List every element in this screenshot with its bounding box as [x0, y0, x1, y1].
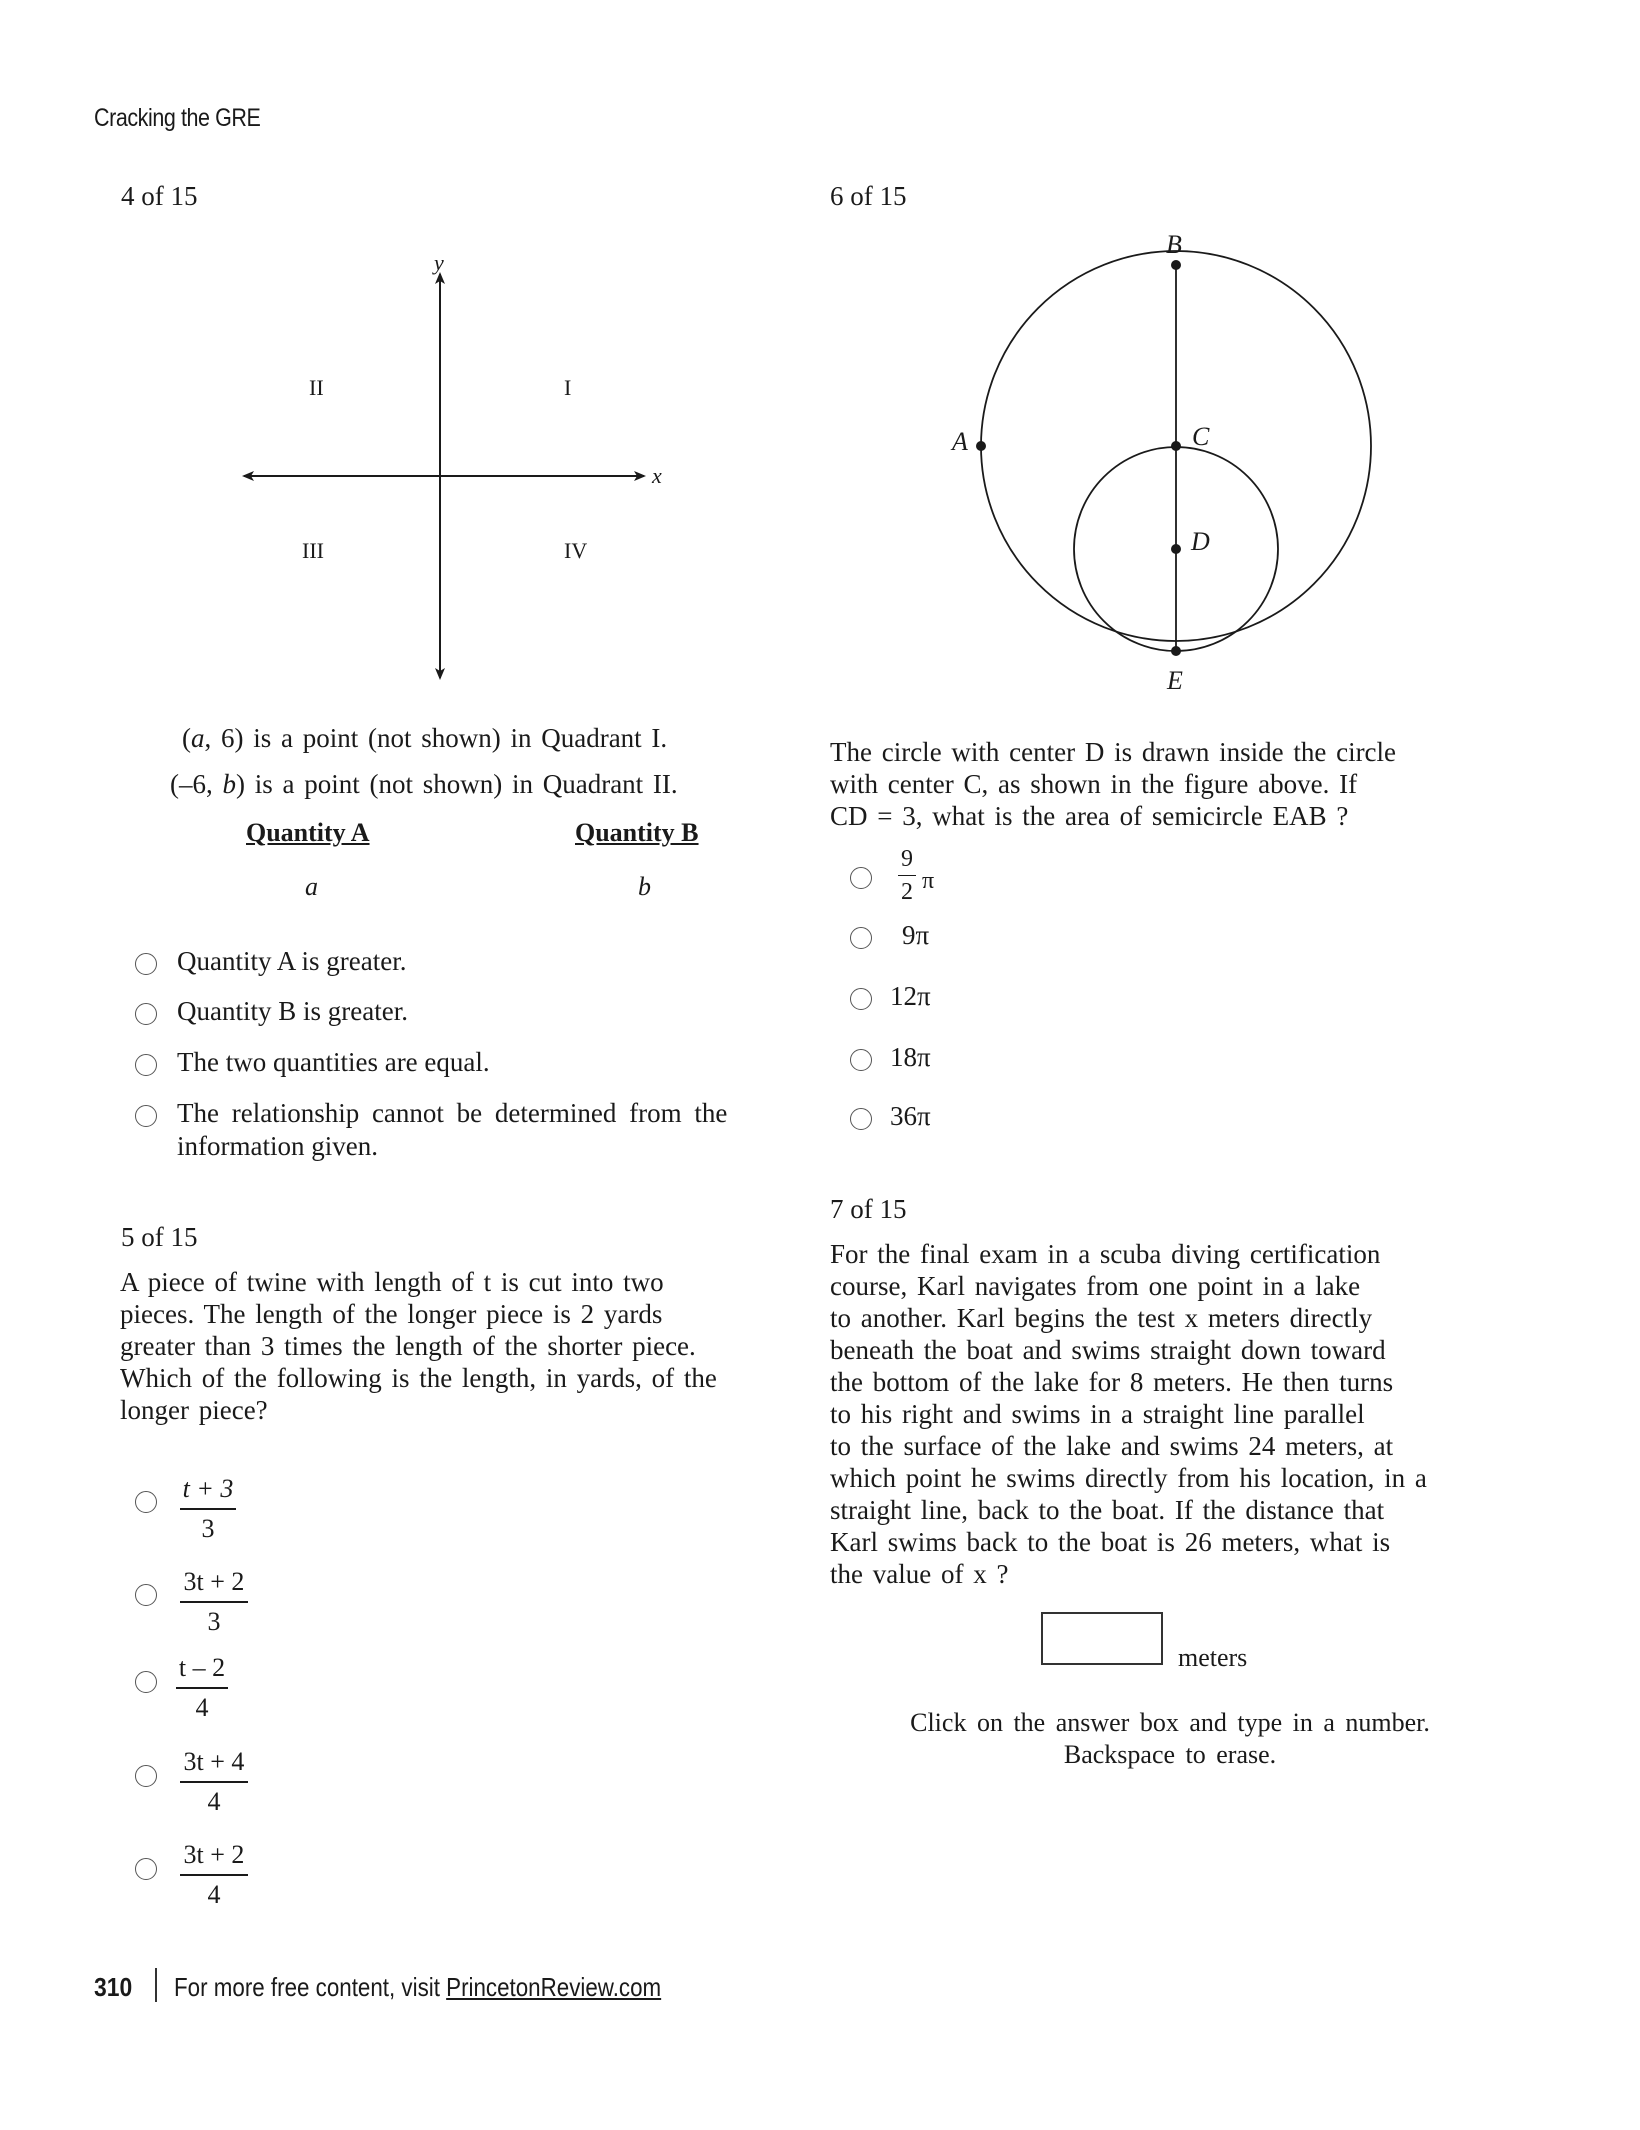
stem-line: the bottom of the lake for 8 meters. He then turns [830, 1367, 1394, 1397]
y-axis-label: y [434, 250, 444, 275]
quadrant-label-iv: IV [564, 538, 588, 563]
q4-given-line-2: (–6, b) is a point (not shown) in Quadrant II. [170, 769, 678, 799]
q7-number: 7 of 15 [830, 1194, 907, 1224]
stem-line: CD = 3, what is the area of semicircle EAB ? [830, 801, 1349, 831]
fraction: t + 3 3 [180, 1472, 236, 1546]
answer-instructions [830, 1707, 1510, 1771]
footer-text: For more free content, visit PrincetonReview.com [174, 1972, 662, 2002]
option-label-continued: information given. [177, 1131, 378, 1161]
radio-button[interactable] [135, 1105, 157, 1127]
radio-button[interactable] [135, 1858, 157, 1880]
fraction: 3t + 4 4 [180, 1745, 248, 1819]
running-head: Cracking the GRE [94, 104, 261, 132]
point-a [976, 441, 986, 451]
point-b [1171, 260, 1181, 270]
point-c [1171, 441, 1181, 451]
label-d: D [1191, 527, 1210, 556]
fraction: 9 2 [898, 845, 916, 906]
q4-given-line-1: (a, 6) is a point (not shown) in Quadrant I. [182, 723, 668, 753]
stem-line: to another. Karl begins the test x meters directly [830, 1303, 1373, 1333]
quadrant-label-ii: II [309, 375, 324, 400]
stem-line: to the surface of the lake and swims 24 meters, at [830, 1431, 1394, 1461]
fraction: 3t + 2 3 [180, 1565, 248, 1639]
option-label: Quantity B is greater. [177, 996, 408, 1026]
q5-number: 5 of 15 [121, 1222, 198, 1252]
option-label: 9π [902, 920, 930, 950]
quantity-b-value: b [638, 872, 651, 901]
radio-button[interactable] [135, 1003, 157, 1025]
stem-line: with center C, as shown in the figure above. If [830, 769, 1358, 799]
fraction: t – 2 4 [176, 1651, 228, 1725]
q4-number: 4 of 15 [121, 181, 198, 211]
stem-line: longer piece? [120, 1395, 268, 1425]
coordinate-plane-diagram [230, 240, 690, 690]
stem-line: Which of the following is the length, in yards, of the [120, 1363, 717, 1393]
princeton-review-link[interactable]: PrincetonReview.com [446, 1972, 662, 2002]
radio-button[interactable] [135, 1491, 157, 1513]
fraction: 3t + 2 4 [180, 1838, 248, 1912]
stem-line: course, Karl navigates from one point in a lake [830, 1271, 1361, 1301]
stem-line: the value of x ? [830, 1559, 1009, 1589]
label-a: A [952, 427, 968, 456]
radio-button[interactable] [850, 1049, 872, 1071]
instruction-line: Backspace to erase. [1063, 1740, 1277, 1769]
radio-button[interactable] [135, 1054, 157, 1076]
option-label: 36π [890, 1101, 931, 1131]
q6-number: 6 of 15 [830, 181, 907, 211]
instruction-line: Click on the answer box and type in a number. [910, 1708, 1430, 1737]
radio-button[interactable] [850, 1108, 872, 1130]
point-e [1171, 646, 1181, 656]
stem-line: which point he swims directly from his location, in a [830, 1463, 1427, 1493]
x-axis-label: x [652, 463, 662, 488]
stem-line: The circle with center D is drawn inside the circle [830, 737, 1397, 767]
circles-diagram [940, 220, 1400, 700]
radio-button[interactable] [135, 1671, 157, 1693]
label-e: E [1167, 666, 1183, 695]
option-label: 12π [890, 981, 931, 1011]
footer-divider [155, 1968, 157, 2002]
radio-button[interactable] [135, 1584, 157, 1606]
option-label: Quantity A is greater. [177, 946, 407, 976]
q7-stem [830, 1238, 1510, 1590]
option-label: 18π [890, 1042, 931, 1072]
quadrant-label-i: I [564, 375, 572, 400]
radio-button[interactable] [135, 1765, 157, 1787]
point-d [1171, 544, 1181, 554]
numeric-answer-input[interactable] [1041, 1612, 1163, 1665]
quadrant-label-iii: III [302, 538, 324, 563]
stem-line: greater than 3 times the length of the shorter piece. [120, 1331, 696, 1361]
radio-button[interactable] [850, 867, 872, 889]
stem-line: to his right and swims in a straight line parallel [830, 1399, 1365, 1429]
page-number: 310 [94, 1972, 133, 2002]
option-label: The relationship cannot be determined from the [177, 1098, 728, 1128]
radio-button[interactable] [135, 953, 157, 975]
stem-line: beneath the boat and swims straight down toward [830, 1335, 1386, 1365]
stem-line: straight line, back to the boat. If the distance that [830, 1495, 1385, 1525]
stem-line: Karl swims back to the boat is 26 meters, what is [830, 1527, 1391, 1557]
option-label: The two quantities are equal. [177, 1047, 490, 1077]
q5-stem [120, 1266, 780, 1426]
quantity-a-value: a [305, 872, 318, 901]
label-c: C [1192, 422, 1210, 451]
radio-button[interactable] [850, 927, 872, 949]
pi-symbol: π [922, 868, 935, 894]
unit-label: meters [1178, 1643, 1248, 1672]
quantity-a-header: Quantity A [246, 818, 370, 847]
label-b: B [1166, 230, 1182, 259]
quantity-b-header: Quantity B [575, 818, 699, 847]
stem-line: pieces. The length of the longer piece is 2 yards [120, 1299, 663, 1329]
stem-line: For the final exam in a scuba diving certification [830, 1239, 1381, 1269]
q6-stem [830, 736, 1510, 832]
stem-line: A piece of twine with length of t is cut into two [120, 1267, 664, 1297]
radio-button[interactable] [850, 988, 872, 1010]
